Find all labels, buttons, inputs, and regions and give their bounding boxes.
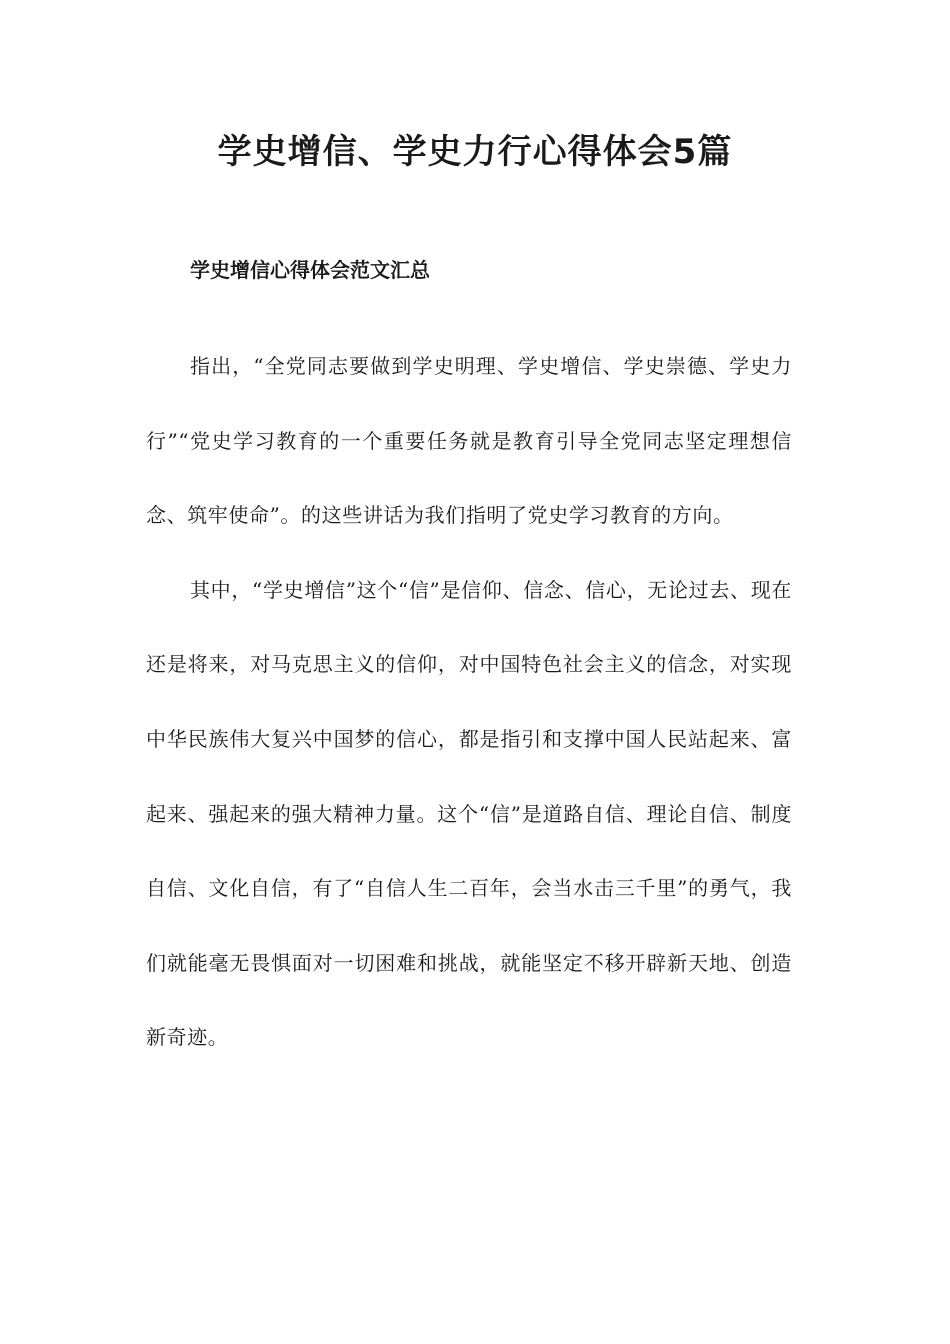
- document-body: [146, 255, 792, 1075]
- paragraph-1: 指出，“全党同志要做到学史明理、学史增信、学史崇德、学史力行”“党史学习教育的一个重要任务就是教育引导全党同志坚定理想信念、筑牢使命”。的这些讲话为我们指明了党史学习教育的方向。: [146, 354, 792, 528]
- paragraph-2: 其中，“学史增信”这个“信”是信仰、信念、信心，无论过去、现在还是将来，对马克思主义的信仰，对中国特色社会主义的信念，对实现中华民族伟大复兴中国梦的信心，都是指引和支撑中国人民站起来、富起来、强起来的强大精神力量。这个“信”是道路自信、理论自信、制度自信、文化自信，有了“自信人生二百年，会当水击三千里”的勇气，我们就能毫无畏惧面对一切困难和挑战，就能坚定不移开辟新天地、创造新奇迹。: [146, 577, 792, 1050]
- document-title: 学史增信、学史力行心得体会5篇: [217, 132, 733, 172]
- section-heading: 学史增信心得体会范文汇总: [190, 258, 430, 282]
